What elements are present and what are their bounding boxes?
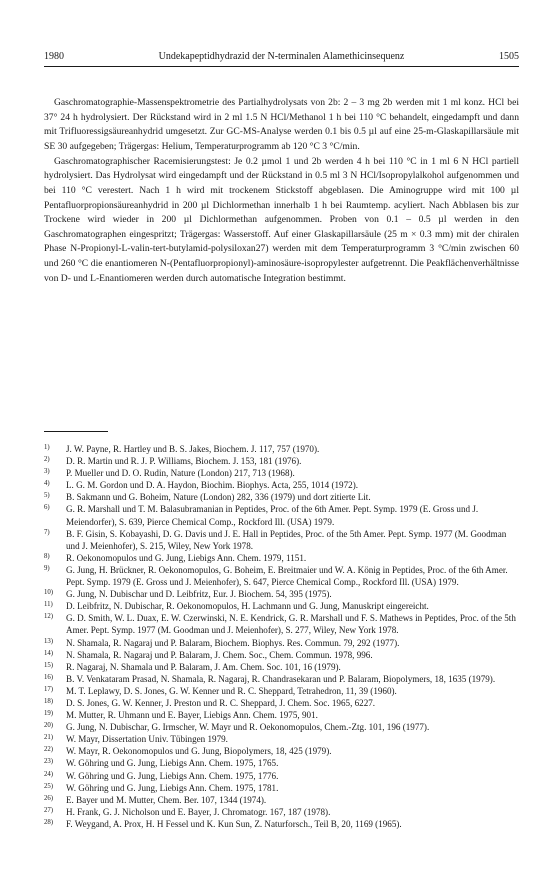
reference-number: 4)	[44, 480, 50, 488]
reference-item	[44, 491, 519, 503]
reference-text: F. Weygand, A. Prox, H. H Fessel und K. Kun Sun, Z. Naturforsch., Teil B, 20, 1169 (1965).	[66, 818, 402, 829]
experimental-text	[44, 96, 519, 286]
reference-text: N. Shamala, R. Nagaraj und P. Balaram, J. Chem. Soc., Chem. Commun. 1978, 996.	[66, 649, 373, 660]
reference-text: R. Oekonomopulos und G. Jung, Liebigs Ann. Chem. 1979, 1151.	[66, 552, 307, 563]
reference-text: W. Göhring und G. Jung, Liebigs Ann. Chem. 1975, 1765.	[66, 758, 279, 769]
reference-number: 17)	[44, 685, 54, 693]
reference-number: 26)	[44, 794, 54, 802]
reference-text: G. R. Marshall und T. M. Balasubramanian in Peptides, Proc. of the 6th Amer. Pept. Symp. 1979 (E. Gross und J. Meiendorfer), S. 639, Pierce Chemical Comp., Rockford Ill. (USA) 1979.	[66, 504, 479, 527]
reference-list	[44, 443, 519, 830]
reference-item	[44, 757, 519, 769]
reference-text: B. F. Gisin, S. Kobayashi, D. G. Davis und J. E. Hall in Peptides, Proc. of the 5th Amer. Pept. Symp. 1977 (M. Goodman und J. Meienhofer), S. 215, Wiley, New York 1978.	[66, 528, 507, 551]
reference-text: G. D. Smith, W. L. Duax, E. W. Czerwinski, N. E. Kendrick, G. R. Marshall und F. S. Mathews in Peptides, Proc. of the 5th Amer. Pept. Symp. 1977 (M. Goodman und J. Meienhofer), S. 277, Wiley, New York 1978.	[66, 613, 516, 636]
reference-item	[44, 818, 519, 830]
reference-number: 20)	[44, 722, 54, 730]
reference-text: G. Jung, H. Brückner, R. Oekonomopulos, G. Boheim, E. Breitmaier und W. A. König in Peptides, Proc. of the 6th Amer. Pept. Symp. 1979 (E. Gross und J. Meienhofer), S. 647, Pierce Chemical Comp., Rockford Ill. (USA) 1979.	[66, 564, 508, 588]
reference-item	[44, 528, 519, 552]
reference-text: B. Sakmann und G. Boheim, Nature (London) 282, 336 (1979) und dort zitierte Lit.	[66, 492, 371, 503]
reference-item	[44, 612, 519, 636]
paragraph-racemization-test: Gaschromatographischer Racemisierungstest: Je 0.2 µmol 1 und 2b werden 4 h bei 110 °C in 1 ml 6 N HCl partiell hydrolysiert. Das Hydrolysat wird eingedampft und der Rückstand in 0.5 ml 3 N HCl/Isopropylalkohol aufgenommen und bei 110 °C verestert. Nach 1 h wird mit trockenem Stickstoff abgeblasen. Die Aminogruppe wird mit 100 µl Pentafluorpropionsäureanhydrid in 200 µl Dichlormethan innerhalb 1 h bei Raumtemp. acyliert. Nach Abblasen bis zur Trockene wird wieder in 200 µl Dichlormethan aufgenommen. Proben von 0.1 – 0.5 µl werden in den Gaschromatographen eingespritzt; Trägergas: Wasserstoff. Auf einer Glaskapillarsäule (25 m × 0.3 mm) mit der chiralen Phase N-Propionyl-L-valin-tert-butylamid-polysiloxan27) werden mit dem Temperaturprogramm 3 °C/min zwischen 60 und 260 °C die enantiomeren N-(Pentafluorpropionyl)-aminosäure-isopropylester aufgetrennt. Die Peakflächenverhältnisse von D- und L-Enantiomeren werden durch automatische Integration bestimmt.	[44, 155, 519, 284]
reference-number: 10)	[44, 589, 54, 597]
reference-text: W. Göhring und G. Jung, Liebigs Ann. Chem. 1975, 1781.	[66, 782, 279, 793]
reference-item	[44, 685, 519, 697]
reference-number: 15)	[44, 661, 54, 669]
reference-text: E. Bayer und M. Mutter, Chem. Ber. 107, 1344 (1974).	[66, 794, 267, 805]
page-number: 1505	[499, 51, 519, 62]
reference-item	[44, 564, 519, 588]
header-year: 1980	[44, 51, 64, 62]
reference-item	[44, 709, 519, 721]
reference-text: L. G. M. Gordon und D. A. Haydon, Biochim. Biophys. Acta, 255, 1014 (1972).	[66, 480, 358, 491]
reference-item	[44, 770, 519, 782]
reference-item	[44, 697, 519, 709]
reference-item	[44, 794, 519, 806]
reference-text: G. Jung, N. Dubischar, G. Irmscher, W. Mayr und R. Oekonomopulos, Chem.-Ztg. 101, 196 (1977).	[66, 722, 430, 733]
reference-text: B. V. Venkataram Prasad, N. Shamala, R. Nagaraj, R. Chandrasekaran und P. Balaram, Biopolymers, 18, 1635 (1979).	[66, 673, 496, 684]
reference-item	[44, 673, 519, 685]
header-title: Undekapeptidhydrazid der N-terminalen Alamethicinsequenz	[158, 51, 405, 62]
reference-number: 19)	[44, 710, 54, 718]
reference-item	[44, 782, 519, 794]
reference-item	[44, 745, 519, 757]
reference-number: 23)	[44, 758, 54, 766]
reference-item	[44, 479, 519, 491]
reference-text: N. Shamala, R. Nagaraj und P. Balaram, Biochem. Biophys. Res. Commun. 79, 292 (1977).	[66, 637, 400, 648]
reference-text: W. Mayr, Dissertation Univ. Tübingen 1979.	[66, 734, 228, 745]
reference-text: W. Göhring und G. Jung, Liebigs Ann. Chem. 1975, 1776.	[66, 770, 279, 781]
reference-item	[44, 733, 519, 745]
reference-item	[44, 443, 519, 455]
reference-number: 11)	[44, 601, 53, 609]
reference-number: 25)	[44, 782, 54, 790]
reference-number: 28)	[44, 818, 54, 826]
reference-text: D. Leibfritz, N. Dubischar, R. Oekonomopulos, H. Lachmann und G. Jung, Manuskript eingereicht.	[66, 601, 429, 612]
reference-item	[44, 600, 519, 612]
reference-text: G. Jung, N. Dubischar und D. Leibfritz, Eur. J. Biochem. 54, 395 (1975).	[66, 589, 332, 600]
reference-number: 5)	[44, 492, 50, 500]
reference-number: 12)	[44, 613, 54, 621]
reference-item	[44, 455, 519, 467]
reference-item	[44, 721, 519, 733]
reference-number: 22)	[44, 746, 54, 754]
reference-item	[44, 637, 519, 649]
reference-number: 8)	[44, 552, 50, 560]
reference-number: 9)	[44, 564, 50, 572]
reference-number: 16)	[44, 673, 54, 681]
reference-item	[44, 467, 519, 479]
paragraph-gc-ms: Gaschromatographie-Massenspektrometrie des Partialhydrolysats von 2b: 2 – 3 mg 2b werden mit 1 ml konz. HCl bei 37° 24 h hydrolysiert. Der Rückstand wird in 2 ml 1.5 N HCl/Methanol 1 h bei 110 °C behandelt, eingedampft und dann mit Trifluoressigsäureanhydrid umgesetzt. Zur GC-MS-Analyse werden 0.1 bis 0.5 µl auf eine 25-m-Glaskapillarsäule mit SE 30 aufgegeben; Trägergas: Helium, Temperaturprogramm ab 120 °C 3 °C/min.	[44, 97, 519, 152]
reference-number: 2)	[44, 456, 50, 464]
reference-text: M. Mutter, R. Uhmann und E. Bayer, Liebigs Ann. Chem. 1975, 901.	[66, 710, 318, 721]
reference-text: J. W. Payne, R. Hartley und B. S. Jakes, Biochem. J. 117, 757 (1970).	[66, 444, 320, 454]
reference-number: 7)	[44, 528, 50, 536]
reference-number: 18)	[44, 697, 54, 705]
header-rule	[44, 66, 519, 67]
reference-number: 21)	[44, 734, 54, 742]
reference-item	[44, 503, 519, 527]
reference-number: 13)	[44, 637, 54, 645]
reference-item	[44, 588, 519, 600]
footnote-rule	[44, 431, 108, 432]
reference-text: D. R. Martin und R. J. P. Williams, Biochem. J. 153, 181 (1976).	[66, 456, 302, 467]
reference-text: D. S. Jones, G. W. Kenner, J. Preston und R. C. Sheppard, J. Chem. Soc. 1965, 6227.	[66, 697, 376, 708]
running-header	[44, 50, 519, 64]
reference-item	[44, 661, 519, 673]
reference-number: 1)	[44, 444, 50, 451]
reference-text: H. Frank, G. J. Nicholson und E. Bayer, J. Chromatogr. 167, 187 (1978).	[66, 806, 331, 817]
reference-item	[44, 552, 519, 564]
reference-number: 27)	[44, 806, 54, 814]
reference-text: R. Nagaraj, N. Shamala und P. Balaram, J. Am. Chem. Soc. 101, 16 (1979).	[66, 661, 341, 672]
reference-text: W. Mayr, R. Oekonomopulos und G. Jung, Biopolymers, 18, 425 (1979).	[66, 746, 332, 757]
reference-number: 3)	[44, 468, 50, 476]
reference-item	[44, 649, 519, 661]
reference-number: 14)	[44, 649, 54, 657]
reference-number: 24)	[44, 770, 54, 778]
reference-number: 6)	[44, 504, 50, 512]
reference-text: M. T. Leplawy, D. S. Jones, G. W. Kenner und R. C. Sheppard, Tetrahedron, 11, 39 (1960).	[66, 685, 397, 696]
reference-item	[44, 806, 519, 818]
reference-text: P. Mueller und D. O. Rudin, Nature (London) 217, 713 (1968).	[66, 468, 295, 479]
